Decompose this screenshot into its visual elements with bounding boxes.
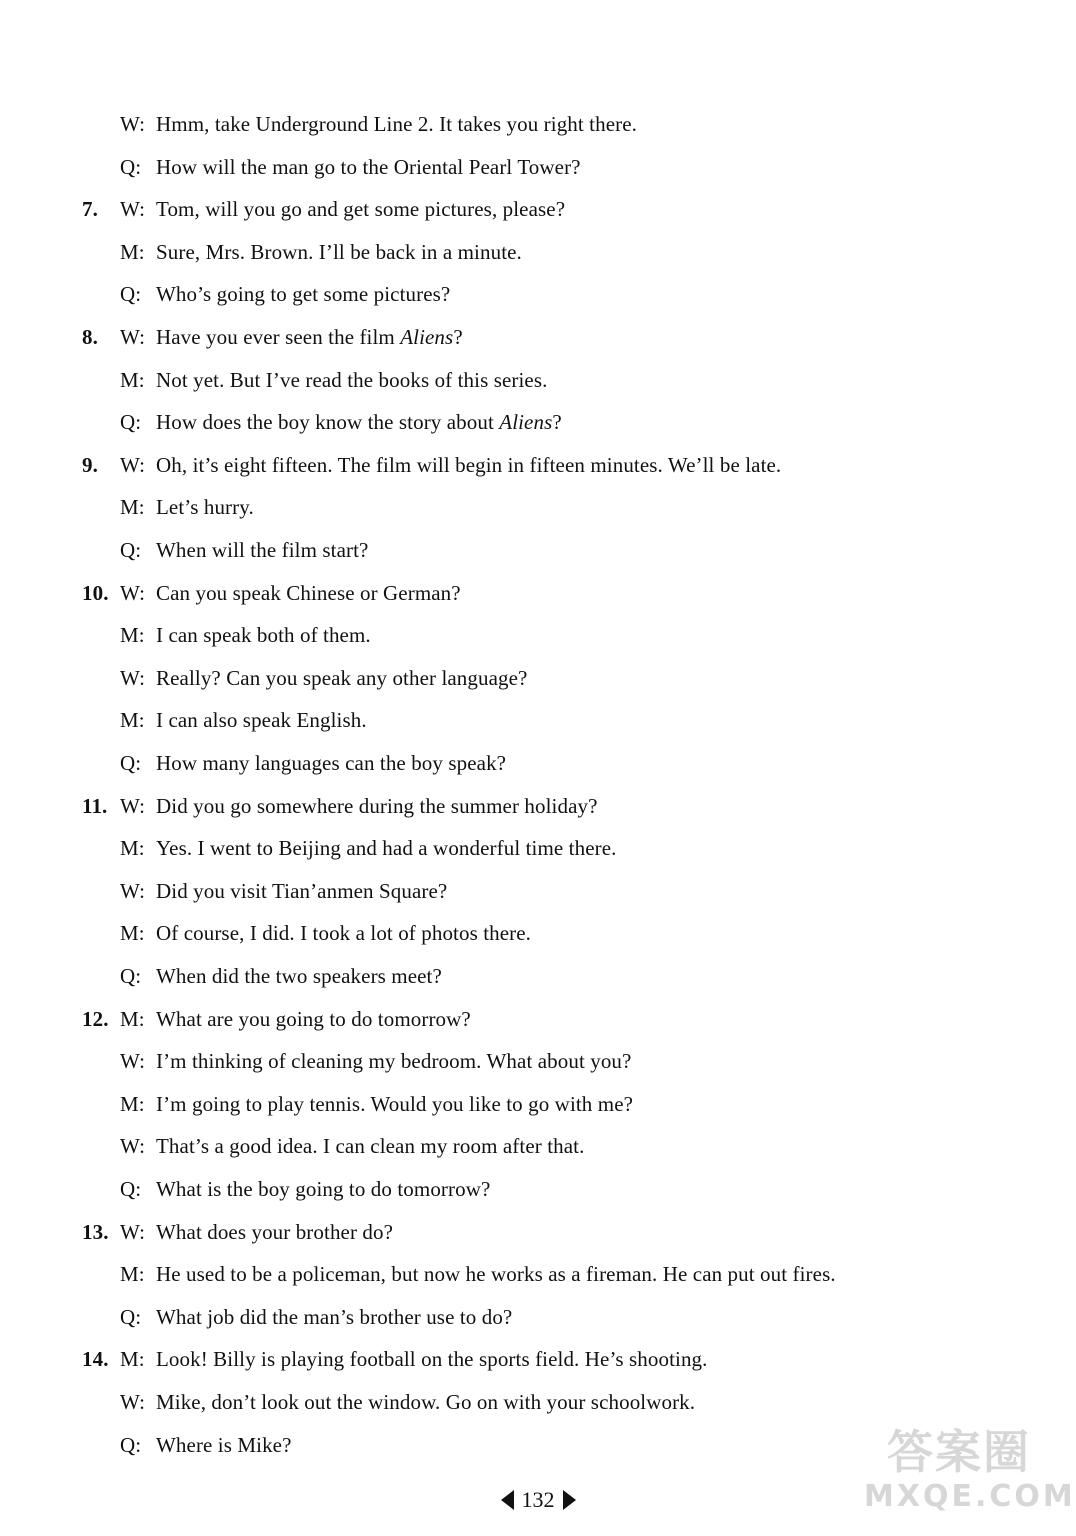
speaker-label: Q: <box>120 964 142 988</box>
speaker-label: W: <box>120 666 146 690</box>
dialogue-text: Can you speak Chinese or German? <box>156 581 461 605</box>
speaker-label: M: <box>120 368 145 392</box>
speaker-label: M: <box>120 1007 145 1031</box>
question-number: 11. <box>82 794 108 818</box>
speaker-label: W: <box>120 794 146 818</box>
dialogue-text: Of course, I did. I took a lot of photos there. <box>156 921 532 945</box>
speaker-label: M: <box>120 1347 145 1371</box>
speaker-label: Q: <box>120 538 142 562</box>
speaker-label: Q: <box>120 1433 142 1457</box>
speaker-label: Q: <box>120 155 142 179</box>
speaker-label: Q: <box>120 410 142 434</box>
question-number: 7. <box>82 197 98 221</box>
dialogue-line <box>120 1432 292 1458</box>
dialogue-line <box>82 324 463 350</box>
film-title: Aliens <box>499 410 553 434</box>
question-number: 14. <box>82 1347 109 1371</box>
dialogue-line <box>120 707 367 733</box>
speaker-label: Q: <box>120 1177 142 1201</box>
dialogue-text: Yes. I went to Beijing and had a wonderful time there. <box>156 836 617 860</box>
dialogue-line <box>82 452 782 478</box>
speaker-label: M: <box>120 495 145 519</box>
speaker-label: W: <box>120 581 146 605</box>
dialogue-line <box>82 1219 394 1245</box>
dialogue-text: Really? Can you speak any other language? <box>156 666 528 690</box>
dialogue-text: Oh, it’s eight fifteen. The film will begin in fifteen minutes. We’ll be late. <box>156 453 782 477</box>
question-number: 9. <box>82 453 98 477</box>
dialogue-text: What is the boy going to do tomorrow? <box>156 1177 491 1201</box>
dialogue-line <box>120 878 447 904</box>
dialogue-text: What does your brother do? <box>156 1220 394 1244</box>
dialogue-line <box>120 239 522 265</box>
dialogue-text: I can also speak English. <box>156 708 367 732</box>
dialogue-line <box>120 665 527 691</box>
speaker-label: Q: <box>120 1305 142 1329</box>
dialogue-line <box>82 1346 708 1372</box>
watermark-bottom-text: MXQE.COM <box>864 1479 1076 1514</box>
dialogue-line <box>120 1304 512 1330</box>
page-number: 132 <box>521 1487 555 1512</box>
speaker-label: M: <box>120 240 145 264</box>
dialogue-line <box>120 537 368 563</box>
watermark-logo <box>864 1424 1076 1524</box>
dialogue-text: Tom, will you go and get some pictures, please? <box>156 197 566 221</box>
question-number: 8. <box>82 325 98 349</box>
dialogue-text: What job did the man’s brother use to do? <box>156 1305 513 1329</box>
dialogue-text-end: ? <box>453 325 463 349</box>
dialogue-text-end: ? <box>552 410 562 434</box>
dialogue-line <box>82 793 598 819</box>
speaker-label: W: <box>120 197 146 221</box>
dialogue-text: How many languages can the boy speak? <box>156 751 507 775</box>
dialogue-text: I’m going to play tennis. Would you like to go with me? <box>156 1092 634 1116</box>
dialogue-line <box>120 1261 836 1287</box>
dialogue-line <box>120 920 531 946</box>
dialogue-line <box>120 409 562 435</box>
film-title: Aliens <box>400 325 454 349</box>
speaker-label: Q: <box>120 751 142 775</box>
speaker-label: Q: <box>120 282 142 306</box>
dialogue-text: Mike, don’t look out the window. Go on with your schoolwork. <box>156 1390 696 1414</box>
dialogue-text: Did you visit Tian’anmen Square? <box>156 879 448 903</box>
dialogue-text: Where is Mike? <box>156 1433 292 1457</box>
dialogue-line <box>120 154 581 180</box>
dialogue-line <box>120 963 442 989</box>
dialogue-line <box>120 367 547 393</box>
dialogue-text: Hmm, take Underground Line 2. It takes you right there. <box>156 112 637 136</box>
speaker-label: M: <box>120 708 145 732</box>
dialogue-line <box>120 281 450 307</box>
speaker-label: W: <box>120 453 146 477</box>
speaker-label: M: <box>120 836 145 860</box>
speaker-label: M: <box>120 921 145 945</box>
dialogue-line <box>120 1389 695 1415</box>
dialogue-text: How does the boy know the story about <box>156 410 500 434</box>
dialogue-line <box>120 835 617 861</box>
dialogue-text: That’s a good idea. I can clean my room after that. <box>156 1134 585 1158</box>
dialogue-line <box>120 494 254 520</box>
triangle-left-icon <box>501 1490 514 1510</box>
question-number: 10. <box>82 581 109 605</box>
speaker-label: M: <box>120 1092 145 1116</box>
question-number: 13. <box>82 1220 109 1244</box>
triangle-right-icon <box>563 1490 576 1510</box>
speaker-label: M: <box>120 1262 145 1286</box>
dialogue-line <box>120 1091 633 1117</box>
watermark-top-text: 答案圈 <box>887 1425 1031 1479</box>
dialogue-text: Look! Billy is playing football on the sports field. He’s shooting. <box>156 1347 708 1371</box>
dialogue-text: Not yet. But I’ve read the books of this series. <box>156 368 548 392</box>
dialogue-line <box>82 580 461 606</box>
speaker-label: W: <box>120 1390 146 1414</box>
dialogue-line <box>82 1006 471 1032</box>
speaker-label: W: <box>120 325 146 349</box>
dialogue-text: Have you ever seen the film <box>156 325 401 349</box>
dialogue-line <box>82 196 566 222</box>
dialogue-text: Let’s hurry. <box>156 495 254 519</box>
speaker-label: W: <box>120 1220 146 1244</box>
speaker-label: W: <box>120 1049 146 1073</box>
dialogue-text: When will the film start? <box>156 538 369 562</box>
dialogue-line <box>120 622 371 648</box>
speaker-label: M: <box>120 623 145 647</box>
speaker-label: W: <box>120 879 146 903</box>
dialogue-line <box>120 1048 631 1074</box>
dialogue-line <box>120 1133 584 1159</box>
dialogue-text: What are you going to do tomorrow? <box>156 1007 471 1031</box>
dialogue-text: How will the man go to the Oriental Pearl Tower? <box>156 155 581 179</box>
dialogue-line <box>120 1176 490 1202</box>
dialogue-line <box>120 111 637 137</box>
dialogue-text: I’m thinking of cleaning my bedroom. What about you? <box>156 1049 632 1073</box>
dialogue-text: He used to be a policeman, but now he works as a fireman. He can put out fires. <box>156 1262 836 1286</box>
speaker-label: W: <box>120 1134 146 1158</box>
dialogue-text: Who’s going to get some pictures? <box>156 282 451 306</box>
dialogue-text: Did you go somewhere during the summer holiday? <box>156 794 598 818</box>
dialogue-text: Sure, Mrs. Brown. I’ll be back in a minute. <box>156 240 522 264</box>
dialogue-text: I can speak both of them. <box>156 623 371 647</box>
dialogue-text: When did the two speakers meet? <box>156 964 442 988</box>
dialogue-line <box>120 750 506 776</box>
question-number: 12. <box>82 1007 109 1031</box>
speaker-label: W: <box>120 112 146 136</box>
